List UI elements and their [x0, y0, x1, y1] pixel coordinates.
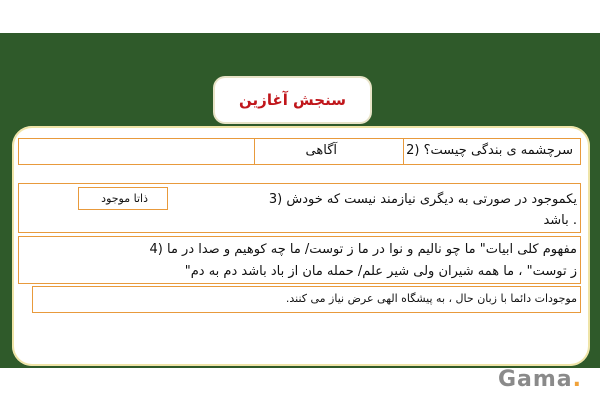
slide-background [0, 33, 600, 368]
question-4-line-1: مفهوم کلی ابیات" ما چو نالیم و نوا در ما ز توست/ ما چه کوهیم و صدا در ما (4 [149, 242, 577, 257]
content-panel [12, 126, 590, 366]
question-4-line-2: ز توست" ، ما همه شیران ولی شیر علم/ حمله مان از باد باشد دم به دم" [184, 264, 577, 279]
gama-logo: Gama. [497, 367, 582, 392]
slide-title: سنجش آغازین [215, 78, 370, 122]
answer-3-text: ذاتا موجود [101, 192, 148, 205]
question-3-line-1: یکموجود در صورتی به دیگری نیازمند نیست که خودش (3 [268, 192, 577, 207]
answer-1-text: آگاهی [305, 143, 337, 158]
answer-4-text: موجودات دائما با زبان حال ، به پیشگاه الهی عرض نیاز می کنند. [285, 292, 577, 305]
question-3-line-2: . باشد [543, 213, 577, 228]
question-1-text: سرچشمه ی بندگی چیست؟ (2 [406, 143, 573, 158]
